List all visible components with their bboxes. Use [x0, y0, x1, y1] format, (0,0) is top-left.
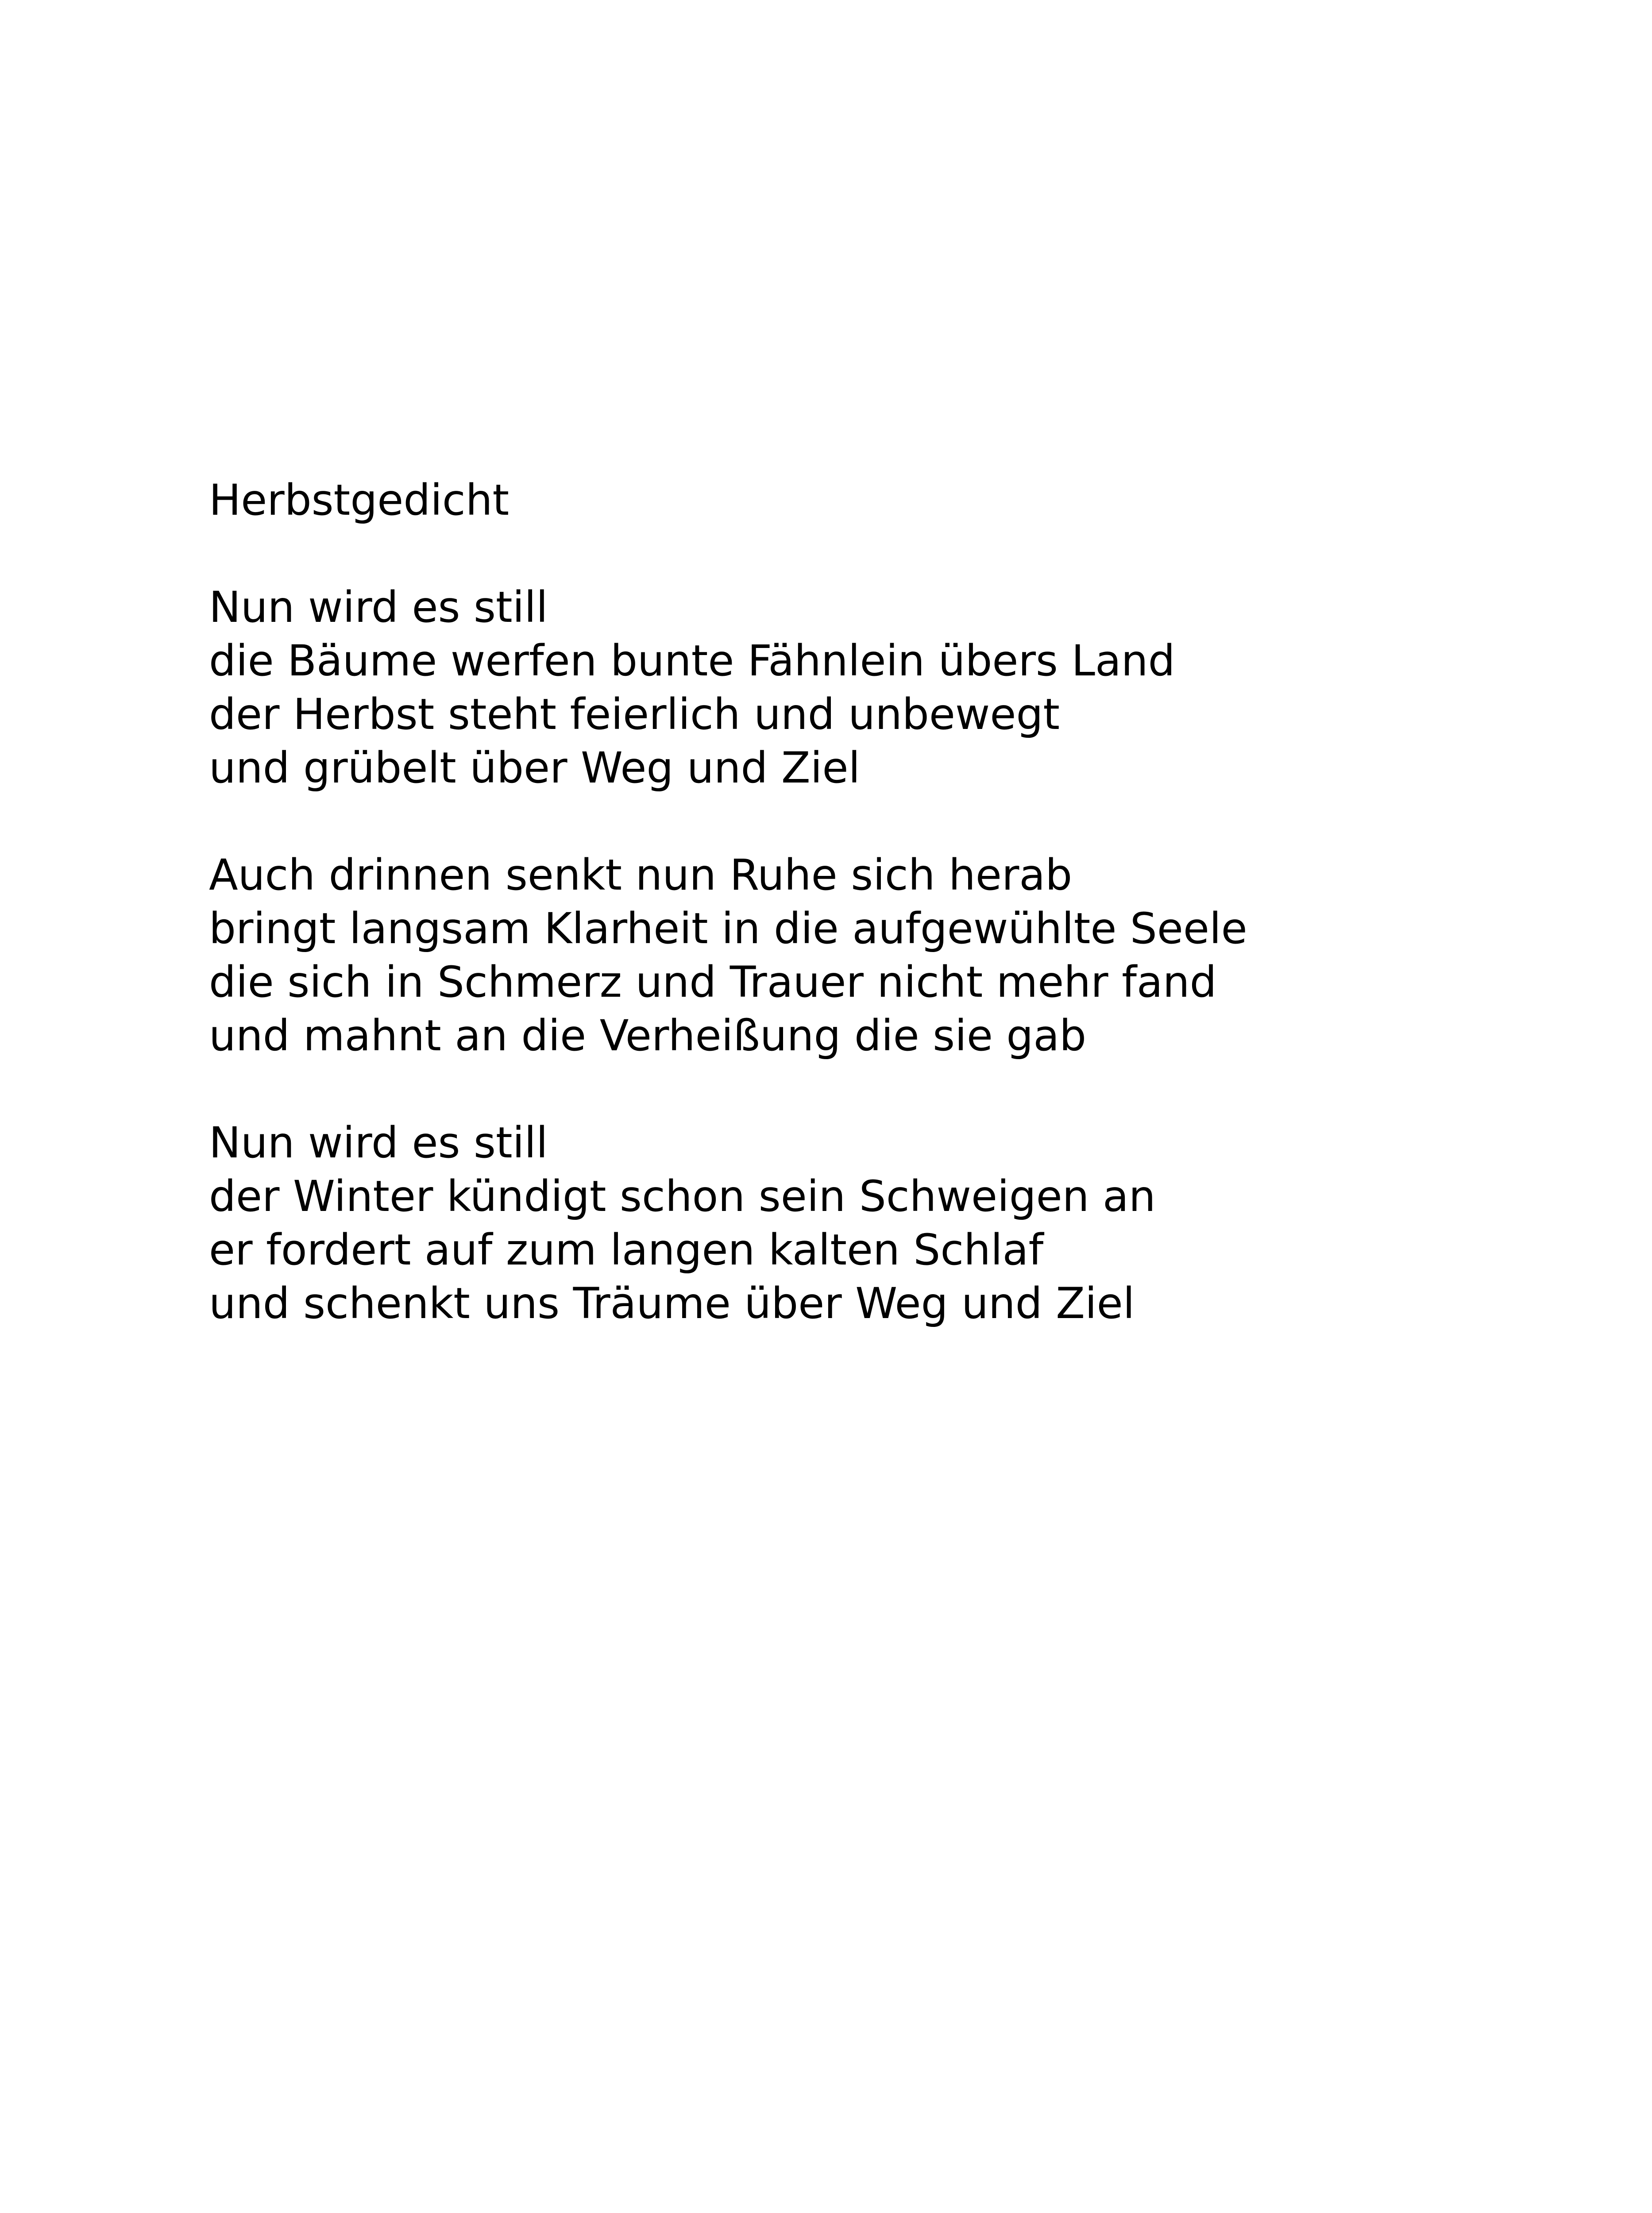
- poem-line: und schenkt uns Träume über Weg und Ziel: [209, 1279, 1135, 1328]
- poem-line: der Herbst steht feierlich und unbewegt: [209, 690, 1060, 739]
- poem-line: Nun wird es still: [209, 1118, 548, 1168]
- poem-line: Nun wird es still: [209, 582, 548, 632]
- poem: [209, 474, 1581, 1330]
- poem-line: bringt langsam Klarheit in die aufgewühlte Seele: [209, 904, 1247, 953]
- stanza-2: [209, 848, 1581, 1063]
- stanza-gap: [209, 1063, 1581, 1116]
- poem-line: die sich in Schmerz und Trauer nicht mehr fand: [209, 957, 1217, 1007]
- poem-line: und mahnt an die Verheißung die sie gab: [209, 1011, 1087, 1060]
- poem-line: und grübelt über Weg und Ziel: [209, 743, 861, 793]
- poem-title: Herbstgedicht: [209, 475, 509, 525]
- stanza-gap: [209, 795, 1581, 848]
- stanza-1: [209, 581, 1581, 795]
- poem-line: Auch drinnen senkt nun Ruhe sich herab: [209, 850, 1073, 900]
- poem-line: die Bäume werfen bunte Fähnlein übers Land: [209, 636, 1175, 686]
- poem-line: der Winter kündigt schon sein Schweigen an: [209, 1172, 1156, 1221]
- stanza-gap: [209, 527, 1581, 581]
- stanza-3: [209, 1116, 1581, 1330]
- poem-line: er fordert auf zum langen kalten Schlaf: [209, 1225, 1044, 1275]
